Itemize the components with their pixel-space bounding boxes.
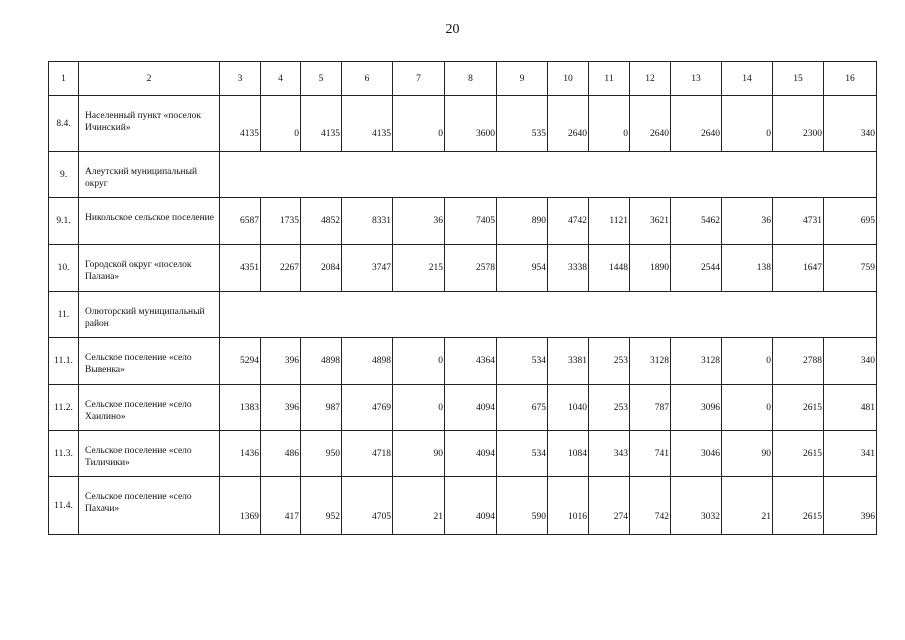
- table-cell: 534: [497, 338, 548, 385]
- table-cell: 952: [301, 477, 342, 535]
- table-cell: 759: [824, 245, 877, 292]
- row-number: 10.: [49, 245, 79, 292]
- table-cell: 417: [261, 477, 301, 535]
- table-cell: 274: [589, 477, 630, 535]
- table-cell: 4364: [445, 338, 497, 385]
- data-table: [48, 61, 877, 535]
- row-name: Сельское поселение «село Пахачи»: [79, 477, 220, 535]
- table-cell: 4731: [773, 198, 824, 245]
- table-cell: 2615: [773, 385, 824, 431]
- row-number: 11.2.: [49, 385, 79, 431]
- table-cell: 1890: [630, 245, 671, 292]
- column-header: 8: [445, 62, 497, 96]
- table-cell: 3338: [548, 245, 589, 292]
- table-cell: 742: [630, 477, 671, 535]
- table-cell: 695: [824, 198, 877, 245]
- table-cell: 2788: [773, 338, 824, 385]
- table-cell: 1436: [220, 431, 261, 477]
- row-name: Сельское поселение «село Хаилино»: [79, 385, 220, 431]
- table-cell: 5294: [220, 338, 261, 385]
- table-cell: 787: [630, 385, 671, 431]
- table-cell: 253: [589, 385, 630, 431]
- table-row: [49, 477, 877, 535]
- table-cell: 954: [497, 245, 548, 292]
- table-cell: 4898: [301, 338, 342, 385]
- table-row: [49, 385, 877, 431]
- table-cell: 21: [393, 477, 445, 535]
- column-header: 3: [220, 62, 261, 96]
- table-cell: 4742: [548, 198, 589, 245]
- table-cell: 7405: [445, 198, 497, 245]
- table-cell: 535: [497, 96, 548, 152]
- table-cell: 0: [722, 338, 773, 385]
- table-cell: 4094: [445, 385, 497, 431]
- table-cell: 2640: [548, 96, 589, 152]
- table-cell: 1383: [220, 385, 261, 431]
- row-number: 11.4.: [49, 477, 79, 535]
- row-number: 9.1.: [49, 198, 79, 245]
- table-cell: 340: [824, 96, 877, 152]
- table-cell: 0: [393, 96, 445, 152]
- table-cell: 138: [722, 245, 773, 292]
- table-cell: 1040: [548, 385, 589, 431]
- table-cell: 3128: [671, 338, 722, 385]
- table-row: [49, 245, 877, 292]
- column-header: 2: [79, 62, 220, 96]
- table-cell: 3747: [342, 245, 393, 292]
- table-cell: 253: [589, 338, 630, 385]
- table-cell: 90: [722, 431, 773, 477]
- table-cell: 343: [589, 431, 630, 477]
- table-cell: 1121: [589, 198, 630, 245]
- table-cell: 0: [393, 338, 445, 385]
- table-row: [49, 198, 877, 245]
- table-cell: 3621: [630, 198, 671, 245]
- table-cell: 396: [261, 385, 301, 431]
- table-cell: 0: [722, 96, 773, 152]
- table-cell: 950: [301, 431, 342, 477]
- table-cell: 36: [393, 198, 445, 245]
- table-cell: 2640: [671, 96, 722, 152]
- table-cell: 2578: [445, 245, 497, 292]
- row-number: 11.: [49, 292, 79, 338]
- table-cell: 2615: [773, 431, 824, 477]
- column-header: 11: [589, 62, 630, 96]
- row-number: 8.4.: [49, 96, 79, 152]
- table-cell: 4135: [342, 96, 393, 152]
- table-cell: 3046: [671, 431, 722, 477]
- table-cell: 0: [261, 96, 301, 152]
- column-header: 16: [824, 62, 877, 96]
- table-cell: 4705: [342, 477, 393, 535]
- table-cell: 1647: [773, 245, 824, 292]
- row-name: Сельское поселение «село Вывенка»: [79, 338, 220, 385]
- table-cell: 1369: [220, 477, 261, 535]
- table-cell: 1084: [548, 431, 589, 477]
- row-name: Сельское поселение «село Тиличики»: [79, 431, 220, 477]
- table-row: [49, 338, 877, 385]
- table-cell: 4135: [220, 96, 261, 152]
- table-cell: 486: [261, 431, 301, 477]
- table-cell: 90: [393, 431, 445, 477]
- table-cell: 215: [393, 245, 445, 292]
- page-number: 20: [445, 22, 460, 37]
- column-header: 14: [722, 62, 773, 96]
- table-cell: 4094: [445, 477, 497, 535]
- table-cell: 340: [824, 338, 877, 385]
- table-cell: 4898: [342, 338, 393, 385]
- column-header: 7: [393, 62, 445, 96]
- column-header: 6: [342, 62, 393, 96]
- table-cell: 341: [824, 431, 877, 477]
- table-cell: 890: [497, 198, 548, 245]
- table-cell: 6587: [220, 198, 261, 245]
- table-cell: 534: [497, 431, 548, 477]
- empty-span-cell: [220, 292, 877, 338]
- table-cell: 4769: [342, 385, 393, 431]
- column-header: 1: [49, 62, 79, 96]
- table-cell: 396: [824, 477, 877, 535]
- table-cell: 5462: [671, 198, 722, 245]
- table-cell: 36: [722, 198, 773, 245]
- table-row: [49, 431, 877, 477]
- table-cell: 481: [824, 385, 877, 431]
- table-cell: 1016: [548, 477, 589, 535]
- table-cell: 741: [630, 431, 671, 477]
- table-cell: 4852: [301, 198, 342, 245]
- table-cell: 1735: [261, 198, 301, 245]
- row-name: Алеутский муниципальный округ: [79, 152, 220, 198]
- table-cell: 2640: [630, 96, 671, 152]
- row-name: Олюторский муниципальный район: [79, 292, 220, 338]
- table-cell: 590: [497, 477, 548, 535]
- table-cell: 3128: [630, 338, 671, 385]
- row-number: 11.1.: [49, 338, 79, 385]
- column-header: 10: [548, 62, 589, 96]
- table-cell: 2615: [773, 477, 824, 535]
- table-cell: 1448: [589, 245, 630, 292]
- column-header: 12: [630, 62, 671, 96]
- table-row: [49, 96, 877, 152]
- table-cell: 3600: [445, 96, 497, 152]
- table-cell: 987: [301, 385, 342, 431]
- header-row: [49, 62, 877, 96]
- table-cell: 0: [589, 96, 630, 152]
- column-header: 5: [301, 62, 342, 96]
- table-cell: 0: [393, 385, 445, 431]
- column-header: 15: [773, 62, 824, 96]
- row-name: Никольское сельское поселение: [79, 198, 220, 245]
- row-number: 11.3.: [49, 431, 79, 477]
- row-name: Городской округ «поселок Палана»: [79, 245, 220, 292]
- table-cell: 4351: [220, 245, 261, 292]
- table-cell: 3096: [671, 385, 722, 431]
- row-name: Населенный пункт «поселок Ичинский»: [79, 96, 220, 152]
- table-cell: 8331: [342, 198, 393, 245]
- table-cell: 4094: [445, 431, 497, 477]
- table-cell: 4718: [342, 431, 393, 477]
- table-cell: 675: [497, 385, 548, 431]
- table-cell: 396: [261, 338, 301, 385]
- table-cell: 3032: [671, 477, 722, 535]
- table-cell: 21: [722, 477, 773, 535]
- column-header: 9: [497, 62, 548, 96]
- table-cell: 2544: [671, 245, 722, 292]
- column-header: 13: [671, 62, 722, 96]
- table-cell: 2084: [301, 245, 342, 292]
- table-row: [49, 152, 877, 198]
- table-cell: 2300: [773, 96, 824, 152]
- table-cell: 0: [722, 385, 773, 431]
- table-row: [49, 292, 877, 338]
- row-number: 9.: [49, 152, 79, 198]
- table-cell: 3381: [548, 338, 589, 385]
- empty-span-cell: [220, 152, 877, 198]
- column-header: 4: [261, 62, 301, 96]
- table-cell: 4135: [301, 96, 342, 152]
- table-cell: 2267: [261, 245, 301, 292]
